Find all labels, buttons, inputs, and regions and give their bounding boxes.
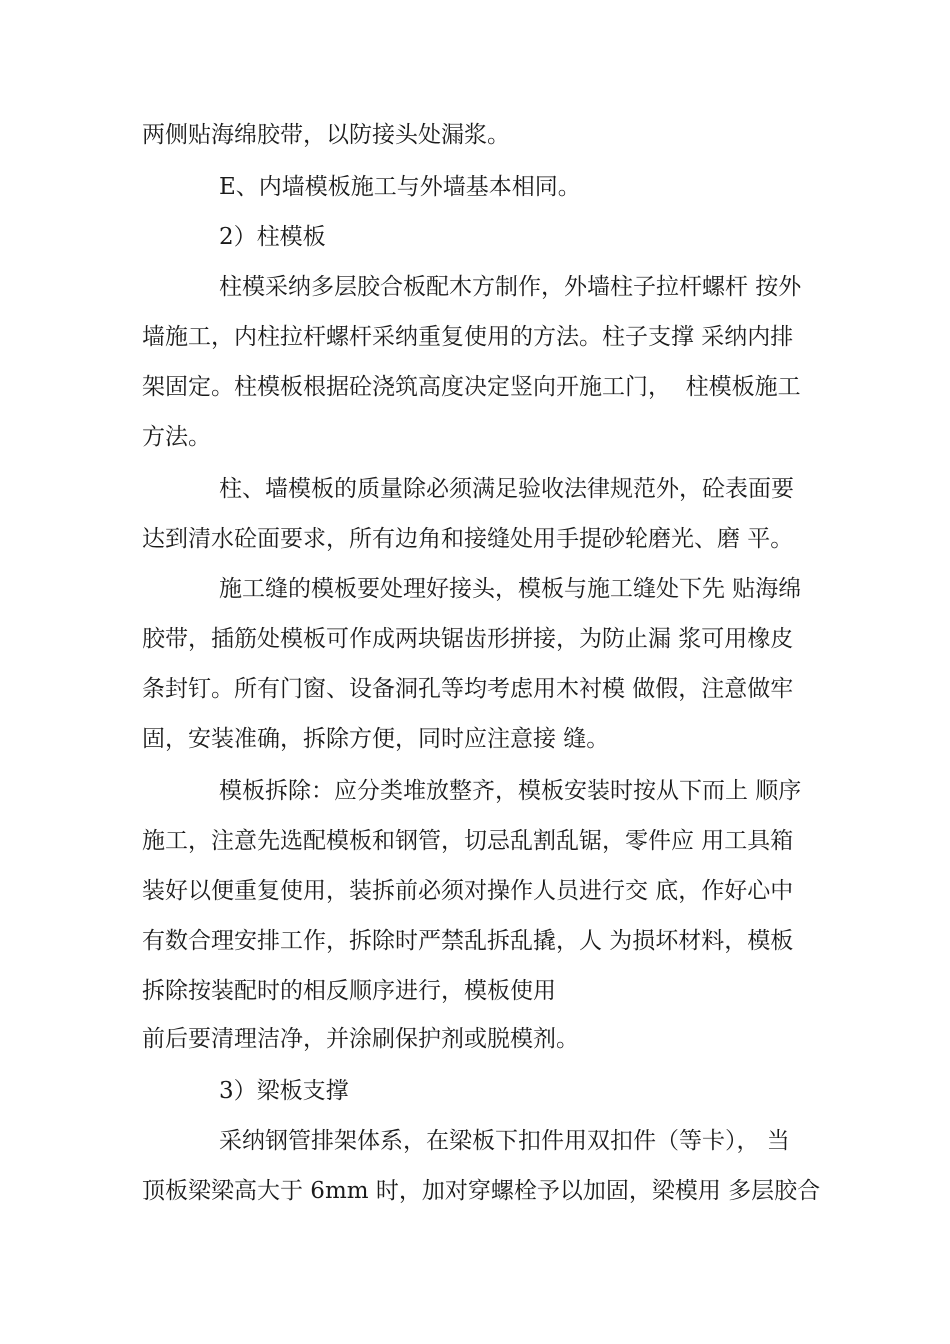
body-text-line: 前后要清理洁净，并涂刷保护剂或脱模剂。 — [142, 1026, 579, 1052]
body-text-line: E、内墙模板施工与外墙基本相同。 — [219, 174, 581, 200]
body-text-line: 施工缝的模板要处理好接头，模板与施工缝处下先 贴海绵 — [219, 576, 802, 602]
body-text-line: 架固定。柱模板根据砼浇筑高度决定竖向开施工门， 柱模板施工 — [142, 374, 801, 400]
body-text-line: 胶带，插筋处模板可作成两块锯齿形拼接，为防止漏 浆可用橡皮 — [142, 626, 794, 652]
body-text-line: 条封钉。所有门窗、设备洞孔等均考虑用木衬模 做假，注意做牢 — [142, 676, 794, 702]
body-text-line: 方法。 — [142, 424, 211, 450]
section-heading: 3）梁板支撑 — [219, 1078, 349, 1104]
body-text-line: 固，安装准确，拆除方便，同时应注意接 缝。 — [142, 726, 610, 752]
body-text-line: 柱、墙模板的质量除必须满足验收法律规范外，砼表面要 — [219, 476, 794, 502]
body-text-line: 顶板梁梁高大于 6mm 时，加对穿螺栓予以加固，梁模用 多层胶合 — [142, 1178, 821, 1204]
section-heading: 2）柱模板 — [219, 224, 326, 250]
body-text-line: 有数合理安排工作，拆除时严禁乱拆乱撬，人 为损坏材料，模板 — [142, 928, 794, 954]
body-text-line: 模板拆除：应分类堆放整齐，模板安装时按从下而上 顺序 — [219, 778, 802, 804]
body-text-line: 达到清水砼面要求，所有边角和接缝处用手提砂轮磨光、磨 平。 — [142, 526, 794, 552]
body-text-line: 柱模采纳多层胶合板配木方制作，外墙柱子拉杆螺杆 按外 — [219, 274, 802, 300]
body-text-line: 装好以便重复使用，装拆前必须对操作人员进行交 底，作好心中 — [142, 878, 794, 904]
body-text-line: 墙施工，内柱拉杆螺杆采纳重复使用的方法。柱子支撑 采纳内排 — [142, 324, 794, 350]
body-text-line: 拆除按装配时的相反顺序进行，模板使用 — [142, 978, 556, 1004]
body-text-line: 采纳钢管排架体系，在梁板下扣件用双扣件（等卡）， 当 — [219, 1128, 790, 1154]
body-text-line: 施工，注意先选配模板和钢管，切忌乱割乱锯，零件应 用工具箱 — [142, 828, 794, 854]
body-text-line: 两侧贴海绵胶带，以防接头处漏浆。 — [142, 122, 510, 148]
